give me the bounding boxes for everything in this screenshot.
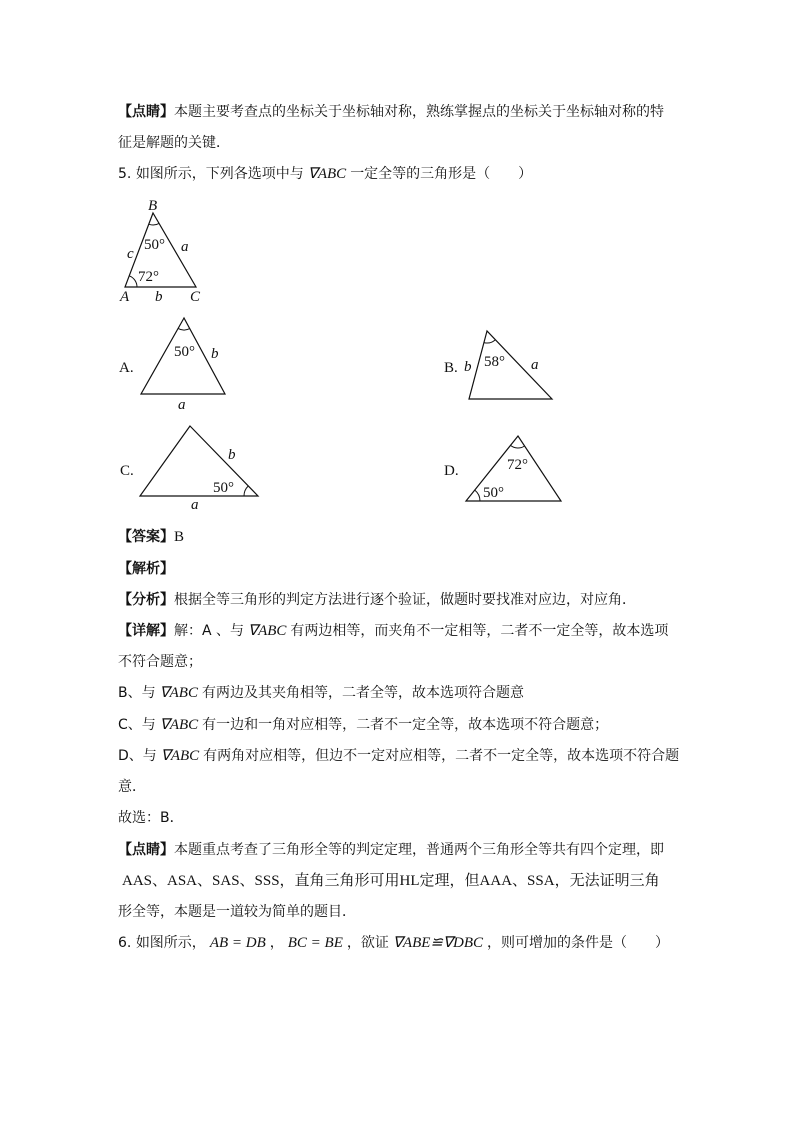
option-d-left-angle-arc <box>475 490 480 501</box>
xiangjie-line-d <box>118 746 679 766</box>
conclusion-line <box>118 808 184 828</box>
option-c-side-b-label: b <box>228 447 236 463</box>
math-triangle: ∇ABC <box>248 623 287 639</box>
option-b-angle-arc <box>484 340 495 343</box>
option-d-top-angle-label: 72° <box>507 457 528 473</box>
xiangjie-line-d-cont <box>118 777 146 797</box>
question-text: ，则可增加的条件是（ ） <box>487 935 670 951</box>
xiangjie-line-b <box>118 683 524 703</box>
angle-b-label: 50° <box>144 237 165 253</box>
xiangjie-text: 解：A 、与 <box>174 623 245 639</box>
option-c <box>120 426 258 513</box>
option-b <box>444 331 552 399</box>
conclusion-text: 故选：B． <box>118 810 184 826</box>
dianjing-text: 本题主要考查点的坐标关于坐标轴对称，熟练掌握点的坐标关于坐标轴对称的特 <box>174 104 664 120</box>
question-number: 5. <box>118 166 132 182</box>
question-text: ，欲证 <box>346 935 389 951</box>
question-text: ， <box>269 935 284 951</box>
angle-a-label: 72° <box>138 269 159 285</box>
answer-value: B <box>174 529 185 545</box>
option-b-side-b-label: b <box>464 359 472 375</box>
math-equation-2: BC = BE <box>287 935 343 951</box>
option-a-label: A. <box>119 360 134 376</box>
question-6 <box>118 933 669 953</box>
xiangjie-text: 有一边和一角对应相等，二者不一定全等，故本选项不符合题意； <box>202 717 609 733</box>
option-d <box>444 436 561 501</box>
math-triangle: ∇ABC <box>159 717 199 733</box>
xiangjie-line-a <box>118 621 668 641</box>
xiangjie-line-c <box>118 715 608 735</box>
option-c-angle-label: 50° <box>213 480 234 496</box>
fenxi-text: 根据全等三角形的判定方法进行逐个验证，做题时要找准对应边，对应角． <box>174 592 636 608</box>
side-c-label: c <box>127 246 134 262</box>
math-triangle: ∇ABC <box>160 748 200 764</box>
question-number: 6. <box>118 935 132 951</box>
option-b-triangle <box>469 331 552 399</box>
dianjing-text: 本题重点考查了三角形全等的判定定理，普通两个三角形全等共有四个定理，即 <box>174 842 664 858</box>
option-d-top-angle-arc <box>511 445 525 448</box>
question-text: 如图所示，下列各选项中与 <box>135 166 304 182</box>
analysis-header <box>118 559 174 579</box>
option-a <box>119 318 225 413</box>
option-c-angle-arc <box>244 486 248 496</box>
xiangjie-text: 有两边及其夹角相等，二者全等，故本选项符合题意 <box>201 685 524 701</box>
xiangjie-tag: 【详解】 <box>118 623 174 639</box>
side-a-label: a <box>181 239 189 255</box>
question-text: 一定全等的三角形是（ ） <box>350 166 533 182</box>
option-c-label: C. <box>120 463 134 479</box>
option-c-side-a-label: a <box>191 497 199 513</box>
option-d-label: D. <box>444 463 459 479</box>
xiangjie-text: 不符合题意； <box>118 654 202 670</box>
option-a-side-b-label: b <box>211 346 219 362</box>
vertex-c-label: C <box>190 289 201 305</box>
dianjing2-line-3 <box>118 902 356 922</box>
triangle-figures <box>0 0 794 520</box>
xiangjie-text: 有两角对应相等，但边不一定对应相等，二者不一定全等，故本选项不符合题 <box>203 748 680 764</box>
option-c-triangle <box>140 426 258 496</box>
main-triangle <box>119 198 201 305</box>
side-b-label: b <box>155 289 163 305</box>
xiangjie-line-a-cont <box>118 652 202 672</box>
dianjing-text: 征是解题的关键． <box>118 135 230 151</box>
xiangjie-text: D、与 <box>118 748 157 764</box>
question-text: 如图所示， <box>135 935 206 951</box>
answer-line <box>118 527 184 547</box>
vertex-b-label: B <box>148 198 158 214</box>
option-a-side-a-label: a <box>178 397 186 413</box>
angle-arc-a <box>129 276 137 287</box>
option-b-label: B. <box>444 360 458 376</box>
xiangjie-text: 有两边相等，而夹角不一定相等，二者不一定全等，故本选项 <box>290 623 669 639</box>
vertex-a-label: A <box>120 289 130 305</box>
option-b-side-a-label: a <box>531 357 539 373</box>
math-equation-1: AB = DB <box>209 935 266 951</box>
dianjing2-line-1 <box>118 840 664 860</box>
option-d-left-angle-label: 50° <box>483 485 504 501</box>
option-b-angle-label: 58° <box>484 354 505 370</box>
option-a-angle-label: 50° <box>174 344 195 360</box>
dianjing-tag: 【点睛】 <box>118 104 174 120</box>
angle-arc-b <box>149 223 159 225</box>
fenxi-tag: 【分析】 <box>118 592 174 608</box>
math-congruence: ∇ABE≌∇DBC <box>392 935 484 951</box>
analysis-tag: 【解析】 <box>118 561 174 577</box>
xiangjie-text: 意． <box>118 779 146 795</box>
math-triangle: ∇ABC <box>307 166 347 182</box>
dianjing2-line-2 <box>122 871 660 891</box>
answer-tag: 【答案】 <box>118 529 174 545</box>
dianjing-text: 形全等，本题是一道较为简单的题目． <box>118 904 356 920</box>
xiangjie-text: C、与 <box>118 717 156 733</box>
math-triangle: ∇ABC <box>159 685 198 701</box>
fenxi-line <box>118 590 636 610</box>
xiangjie-text: B、与 <box>118 685 156 701</box>
dianjing-tag: 【点睛】 <box>118 842 174 858</box>
option-a-angle-arc <box>178 328 190 330</box>
dianjing-text: AAS、ASA、SAS、SSS，直角三角形可用HL定理，但AAA、SSA，无法证明三角 <box>122 873 660 889</box>
